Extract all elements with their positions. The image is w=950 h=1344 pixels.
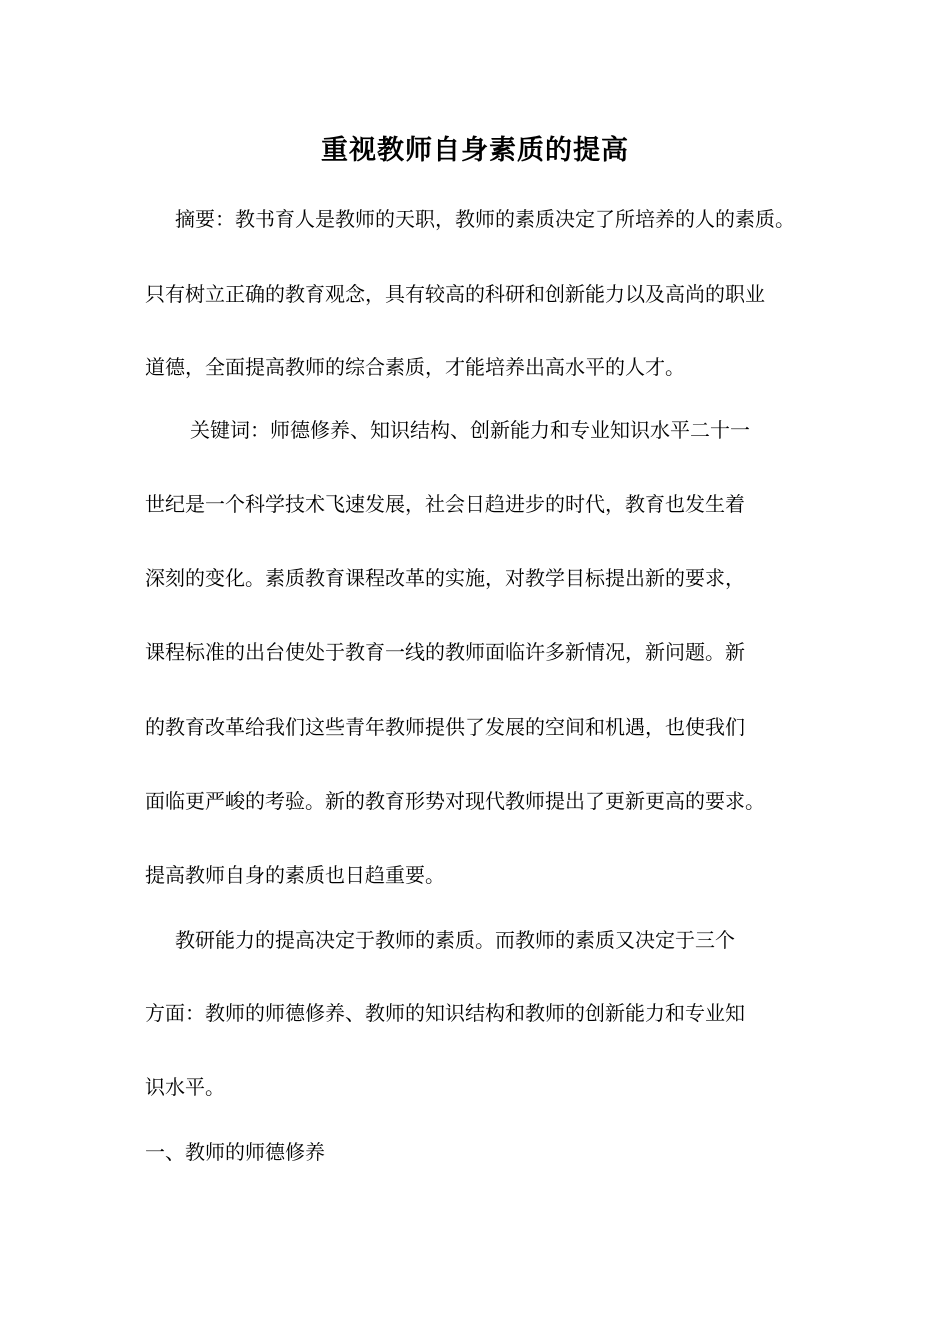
body-line-4: 的教育改革给我们这些青年教师提供了发展的空间和机遇，也使我们 xyxy=(145,715,745,739)
body-line-1: 世纪是一个科学技术飞速发展，社会日趋进步的时代，教育也发生着 xyxy=(145,492,745,516)
body-line-5: 面临更严峻的考验。新的教育形势对现代教师提出了更新更高的要求。 xyxy=(145,789,765,813)
paragraph-line-1: 教研能力的提高决定于教师的素质。而教师的素质又决定于三个 xyxy=(175,928,735,952)
keywords-line: 关键词：师德修养、知识结构、创新能力和专业知识水平二十一 xyxy=(190,418,750,442)
body-line-6: 提高教师自身的素质也日趋重要。 xyxy=(145,863,445,887)
paragraph-line-2: 方面：教师的师德修养、教师的知识结构和教师的创新能力和专业知 xyxy=(145,1001,745,1025)
abstract-line-2: 只有树立正确的教育观念，具有较高的科研和创新能力以及高尚的职业 xyxy=(145,282,765,306)
abstract-line-1: 摘要：教书育人是教师的天职，教师的素质决定了所培养的人的素质。 xyxy=(175,207,795,231)
body-line-3: 课程标准的出台使处于教育一线的教师面临许多新情况，新问题。新 xyxy=(145,640,745,664)
section-heading: 一、教师的师德修养 xyxy=(145,1140,325,1164)
document-title: 重视教师自身素质的提高 xyxy=(321,135,629,166)
paragraph-line-3: 识水平。 xyxy=(145,1075,225,1099)
abstract-line-3: 道德，全面提高教师的综合素质，才能培养出高水平的人才。 xyxy=(145,355,685,379)
body-line-2: 深刻的变化。素质教育课程改革的实施，对教学目标提出新的要求， xyxy=(145,566,745,590)
